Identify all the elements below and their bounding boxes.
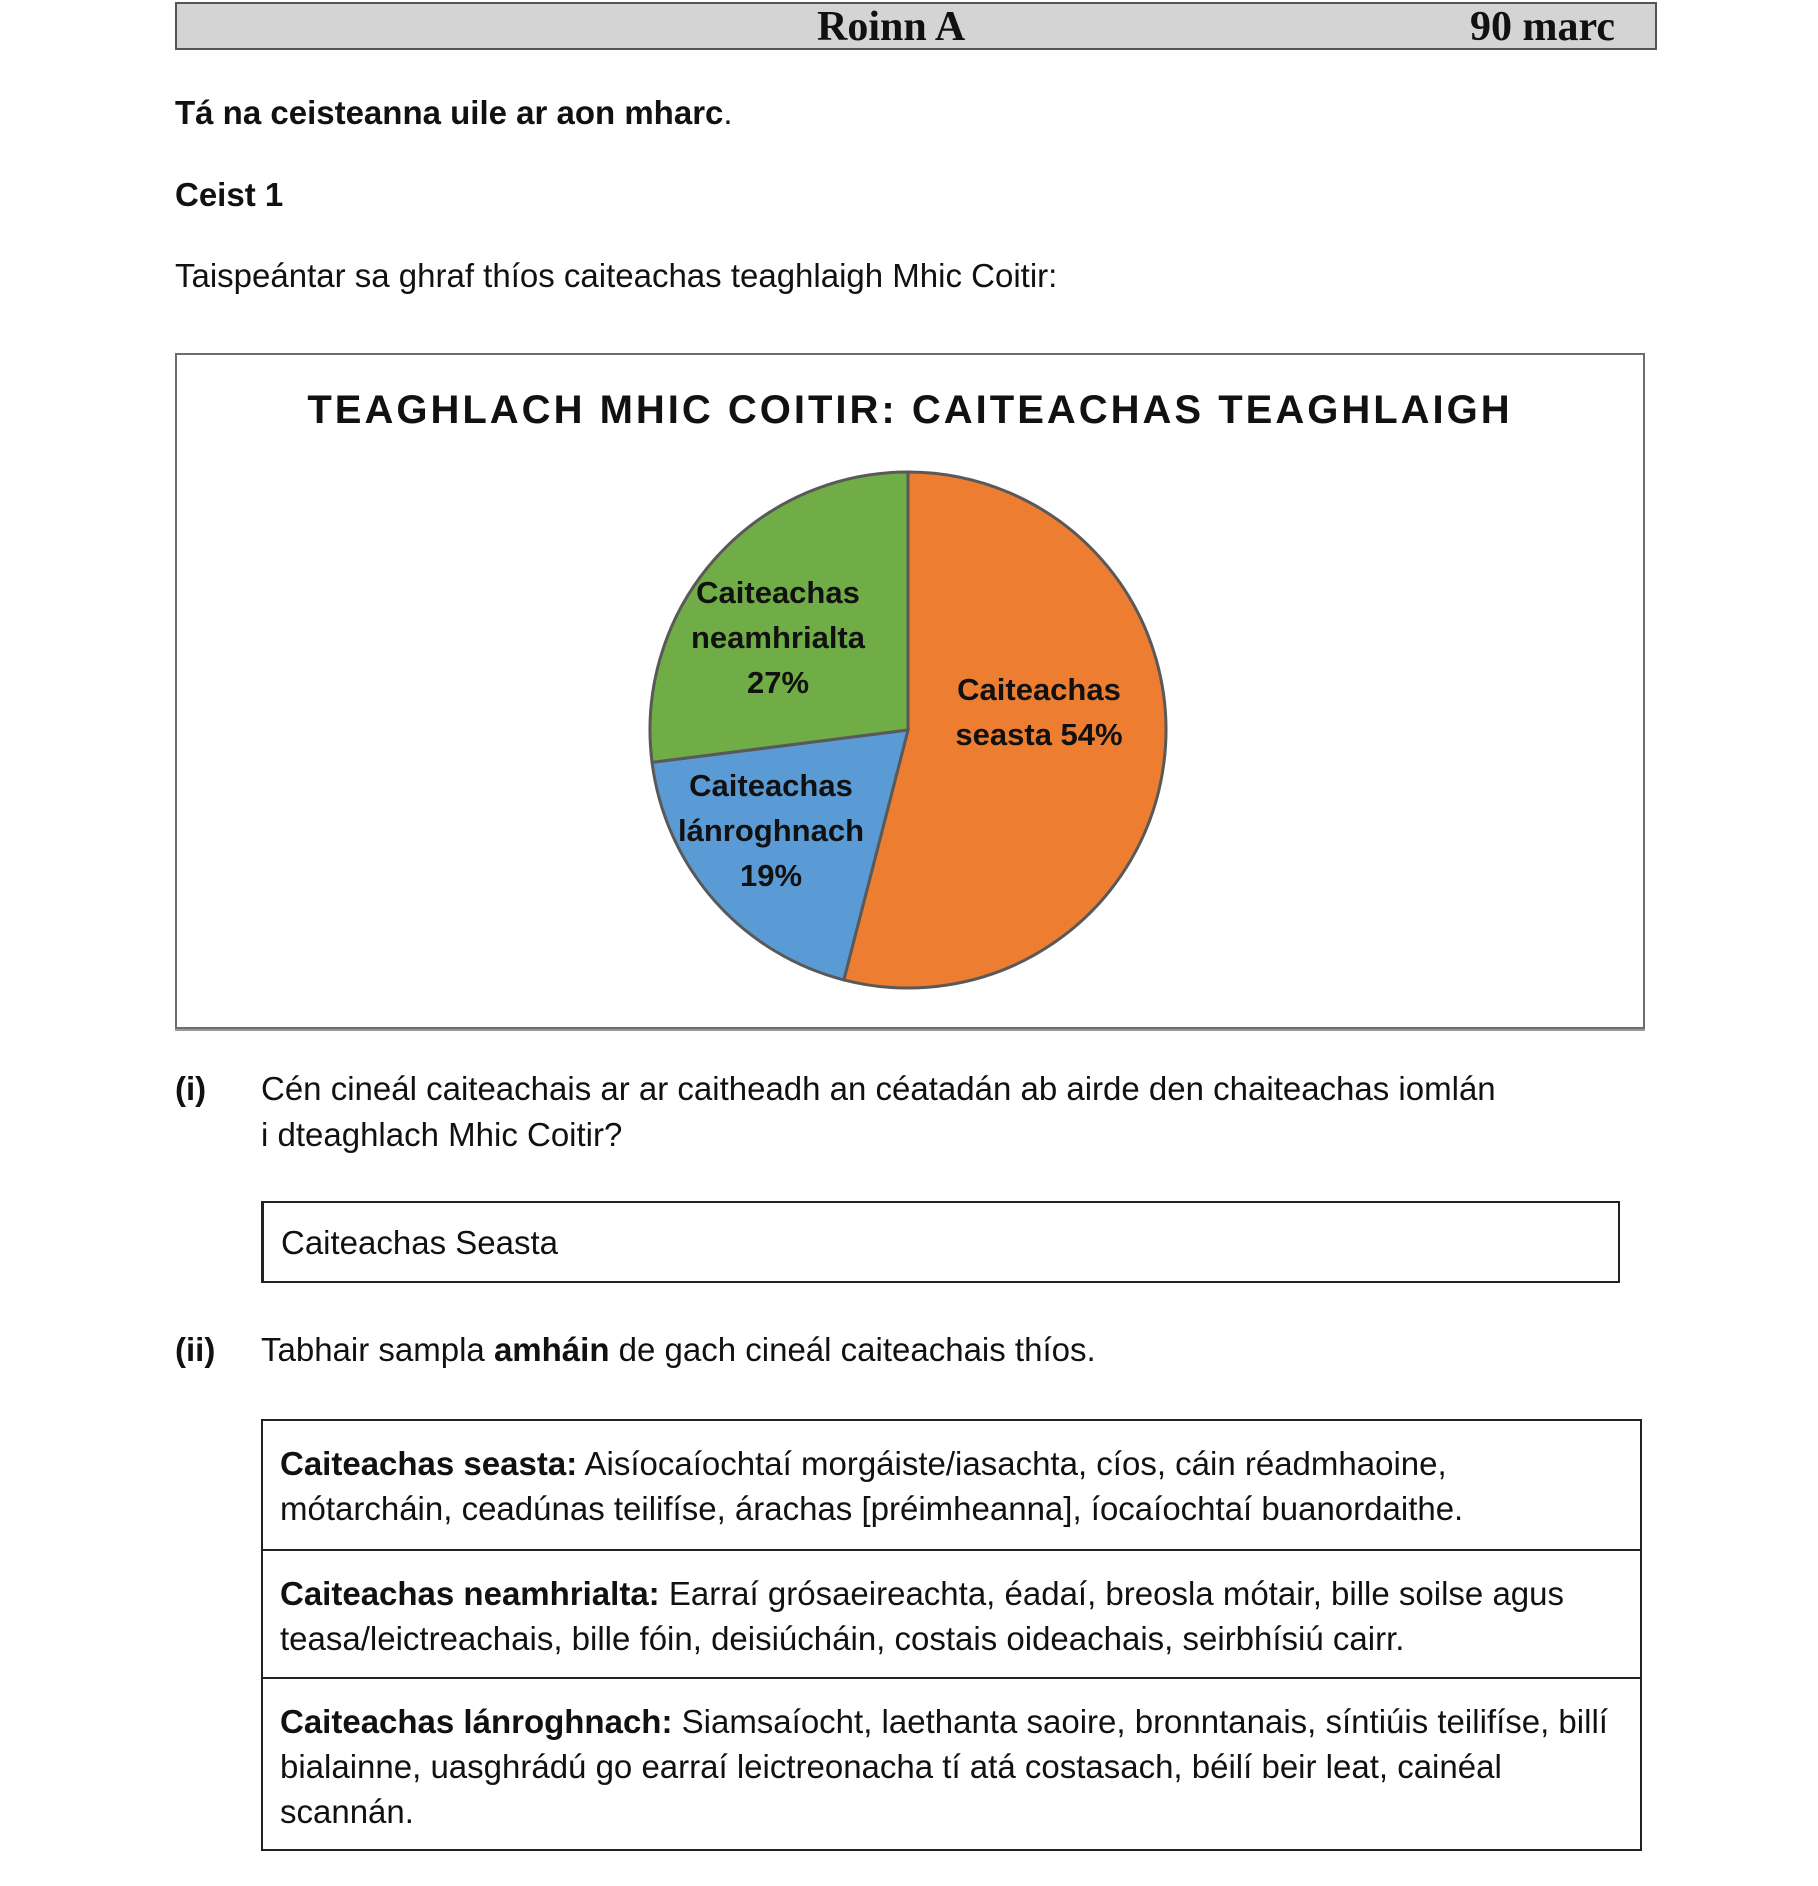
- section-header-bar: [175, 2, 1657, 50]
- part-ii-suffix: de gach cineál caiteachais thíos.: [609, 1331, 1096, 1368]
- pie-slice-2: [650, 472, 908, 762]
- instruction-bold: Tá na ceisteanna uile ar aon mharc: [175, 94, 724, 131]
- section-title: Roinn A: [817, 4, 966, 50]
- part-i-line1: Cén cineál caiteachais ar ar caitheadh an céatadán ab airde den chaiteachas iomlán: [261, 1070, 1496, 1107]
- instruction: [175, 91, 733, 135]
- examples-table: [261, 1419, 1642, 1851]
- row-text: Earraí grósaeireachta, éadaí, breosla mótair, bille soilse agus teasa/leictreachais, bille fóin, deisiúcháin, costais oideachais, seirbhísiú cairr.: [280, 1575, 1564, 1657]
- section-marks: 90 marc: [1469, 4, 1615, 50]
- table-row: [263, 1421, 1640, 1549]
- slice-label-0: Caiteachas seasta 54%: [955, 672, 1123, 752]
- part-i-label: (i): [175, 1070, 207, 1107]
- part-ii-prefix: Tabhair sampla: [261, 1331, 494, 1368]
- row-term: Caiteachas seasta:: [280, 1445, 578, 1482]
- answer-box: [261, 1201, 1620, 1283]
- part-i-line2: i dteaghlach Mhic Coitir?: [261, 1116, 623, 1153]
- row-text: Aisíocaíochtaí morgáiste/iasachta, cíos, cáin réadmhaoine, mótarcháin, ceadúnas teilifíse, árachas [préimheanna], íocaíochtaí buanordaithe.: [280, 1445, 1464, 1527]
- pie-chart-svg: [177, 355, 1643, 1027]
- question-stem: Taispeántar sa ghraf thíos caiteachas teaghlaigh Mhic Coitir:: [175, 257, 1058, 294]
- table-row: [263, 1677, 1640, 1849]
- part-ii-label: (ii): [175, 1331, 216, 1368]
- slice-label-2: Caiteachas neamhrialta 27%: [690, 575, 866, 700]
- part-ii-prompt: [261, 1328, 1096, 1372]
- part-ii-bold: amháin: [493, 1331, 610, 1368]
- chart-title: TEAGHLACH MHIC COITIR: CAITEACHAS TEAGHLAIGH: [307, 388, 1513, 432]
- slice-label-1: Caiteachas lánroghnach 19%: [677, 768, 865, 893]
- row-text: Siamsaíocht, laethanta saoire, bronntanais, síntiúis teilifíse, billí bialainne, uasghrádú go earraí leictreonacha tí atá costasach, béilí beir leat, cainéal scannán.: [280, 1703, 1608, 1830]
- instruction-end: .: [723, 94, 733, 131]
- table-row: [263, 1549, 1640, 1677]
- row-term: Caiteachas lánroghnach:: [280, 1703, 673, 1740]
- question-label: Ceist 1: [175, 176, 284, 213]
- pie-chart: [175, 353, 1645, 1029]
- answer-text: Caiteachas Seasta: [281, 1224, 559, 1261]
- row-term: Caiteachas neamhrialta:: [280, 1575, 660, 1612]
